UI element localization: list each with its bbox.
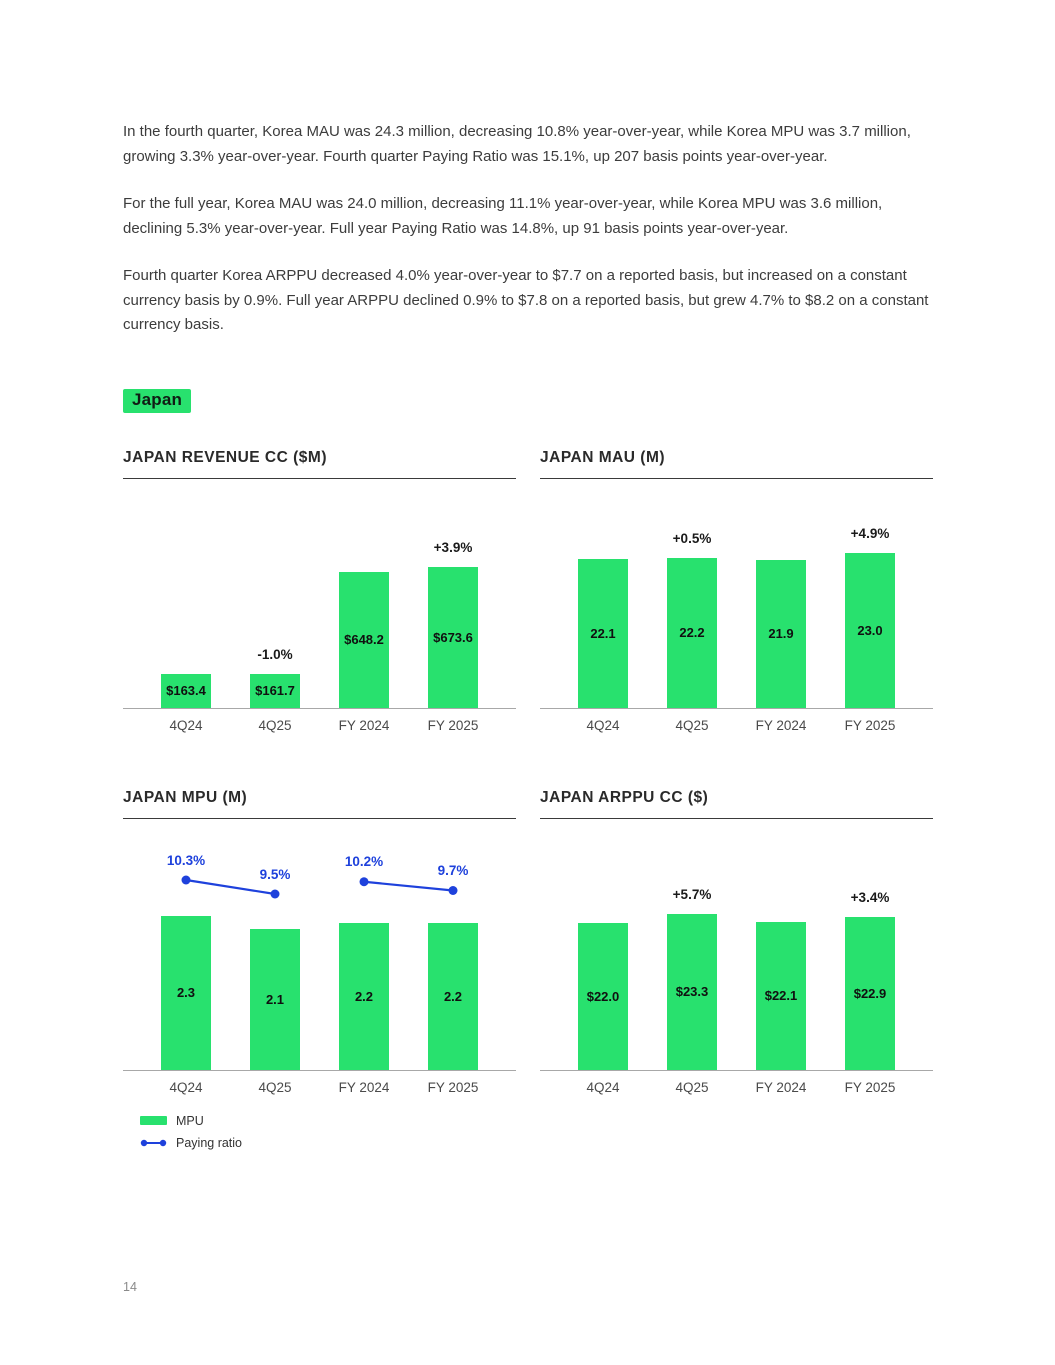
x-axis-label: FY 2025	[844, 1079, 896, 1095]
report-page-content	[123, 120, 933, 1158]
bar-value-label: $673.6	[433, 629, 473, 645]
paragraph-korea-arppu: Fourth quarter Korea ARPPU decreased 4.0% year-over-year to $7.7 on a reported basis, but increased on a constant currency basis by 0.9%. Full year ARPPU declined 0.9% to $7.8 on a reported basis, but grew 4.7% to $8.2 on a constant currency basis.	[123, 267, 929, 333]
bar-value-label: $648.2	[344, 632, 384, 647]
x-axis-label: 4Q25	[675, 717, 709, 733]
chart-plot	[540, 819, 933, 1071]
x-axis	[540, 709, 933, 743]
bar-value-label: 22.2	[679, 625, 705, 640]
chart-japan-revenue	[123, 449, 516, 743]
chart-plot	[123, 819, 516, 1071]
bar-value-label: $22.0	[586, 988, 620, 1004]
x-axis	[540, 1071, 933, 1105]
legend-item-paying-ratio	[140, 1136, 516, 1150]
line-point	[360, 877, 369, 886]
paying-ratio-value-label: 10.3%	[166, 852, 206, 868]
yoy-change-label: +5.7%	[672, 886, 712, 902]
x-axis-label: FY 2025	[427, 1079, 479, 1095]
bar-value-label: 2.1	[265, 991, 285, 1007]
chart-plot	[540, 479, 933, 709]
paragraph-korea-fy: For the full year, Korea MAU was 24.0 million, decreasing 11.1% year-over-year, while Korea MPU was 3.6 million, declining 5.3% year-over-year. Full year Paying Ratio was 14.8%, up 91 basis points year-over-year.	[123, 195, 883, 237]
bar	[667, 914, 717, 1070]
x-axis-label: FY 2025	[427, 717, 479, 733]
bar-value-label: 23.0	[857, 622, 883, 638]
bar	[756, 922, 806, 1070]
chart-japan-mpu	[123, 789, 516, 1158]
x-axis	[123, 709, 516, 743]
chart-japan-arppu	[540, 789, 933, 1158]
bar-value-label: 2.2	[443, 988, 463, 1004]
yoy-change-label: -1.0%	[257, 646, 293, 662]
chart-title: JAPAN MPU (M)	[123, 789, 516, 819]
chart-title: JAPAN MAU (M)	[540, 449, 933, 479]
yoy-change-label: +0.5%	[672, 530, 712, 546]
bar-value-label: 2.2	[354, 988, 374, 1004]
chart-plot	[123, 479, 516, 709]
x-axis-label: 4Q25	[258, 1079, 292, 1095]
x-axis	[123, 1071, 516, 1105]
paying-ratio-value-label: 10.2%	[344, 854, 384, 870]
x-axis-label: 4Q24	[586, 717, 620, 733]
bar-value-label: $23.3	[675, 984, 709, 999]
section-tag-japan: Japan	[123, 389, 191, 413]
yoy-change-label: +3.4%	[850, 889, 890, 905]
charts-grid	[123, 449, 933, 1158]
legend-label: MPU	[176, 1113, 204, 1128]
x-axis-label: 4Q24	[586, 1079, 620, 1095]
mpu-swatch-icon	[140, 1116, 167, 1125]
x-axis-label: FY 2024	[338, 717, 390, 733]
x-axis-label: FY 2025	[844, 717, 896, 733]
x-axis-label: 4Q25	[258, 717, 292, 733]
x-axis-label: FY 2024	[338, 1079, 390, 1095]
yoy-change-label: +3.9%	[433, 539, 473, 555]
chart-title: JAPAN REVENUE CC ($M)	[123, 449, 516, 479]
bar	[250, 674, 300, 708]
legend-label: Paying ratio	[176, 1135, 243, 1150]
bar	[161, 674, 211, 708]
bar-value-label: 21.9	[768, 626, 794, 641]
bar-value-label: $22.1	[764, 988, 798, 1003]
x-axis-label: 4Q24	[169, 1079, 203, 1095]
paying-ratio-line-icon	[140, 1138, 167, 1148]
bar	[578, 923, 628, 1070]
x-axis-label: 4Q24	[169, 717, 203, 733]
page-number: 14	[123, 1280, 137, 1294]
bar	[339, 572, 389, 708]
paying-ratio-value-label: 9.5%	[259, 866, 291, 882]
bar-value-label: 22.1	[590, 625, 616, 641]
paragraph-korea-q4: In the fourth quarter, Korea MAU was 24.3 million, decreasing 10.8% year-over-year, while Korea MPU was 3.7 million, growing 3.3% year-over-year. Fourth quarter Paying Ratio was 15.1%, up 207 basis points year-over-year.	[123, 123, 911, 165]
bar-value-label: 2.3	[176, 985, 196, 1000]
line-point	[449, 886, 458, 895]
bar-value-label: $161.7	[255, 683, 295, 698]
paying-ratio-value-label: 9.7%	[437, 863, 469, 878]
bar	[667, 558, 717, 708]
bar-value-label: $22.9	[853, 985, 887, 1001]
legend-item-mpu	[140, 1114, 516, 1128]
x-axis-label: 4Q25	[675, 1079, 709, 1095]
bar	[428, 567, 478, 708]
line-point	[271, 889, 280, 898]
bar	[756, 560, 806, 708]
bar	[578, 559, 628, 708]
x-axis-label: FY 2024	[755, 717, 807, 733]
bar-value-label: $163.4	[166, 683, 206, 698]
bar	[845, 553, 895, 708]
chart-title: JAPAN ARPPU CC ($)	[540, 789, 933, 819]
bar	[845, 917, 895, 1070]
x-axis-label: FY 2024	[755, 1079, 807, 1095]
chart-japan-mau	[540, 449, 933, 743]
line-point	[182, 875, 191, 884]
yoy-change-label: +4.9%	[850, 525, 890, 541]
legend	[140, 1114, 516, 1150]
